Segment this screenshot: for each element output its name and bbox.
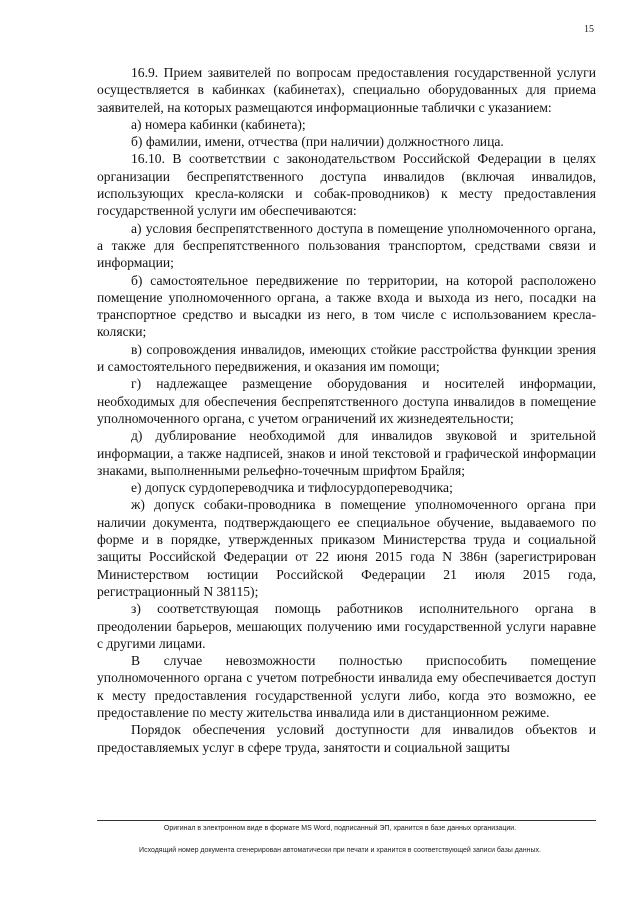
paragraph-item-b-movement: б) самостоятельное передвижение по территории, на которой расположено помещение уполномоченного органа, а также входа и выхода из него, посадки на транспортное средство и высадки из него, в том числе с использованием кресла-коляски;: [97, 272, 596, 340]
paragraph-item-zh-guide-dog: ж) допуск собаки-проводника в помещение уполномоченного органа при наличии документа, подтверждающего ее специальное обучение, выдаваемого по форме и в порядке, утвержденных приказом Министерства труда и социальной защиты Российской Федерации от 22 июня 2015 года N 386н (зарегистрирован Министерством юстиции Российской Федерации 21 июля 2015 года, регистрационный N 38115);: [97, 497, 596, 599]
paragraph-item-b-name: б) фамилии, имени, отчества (при наличии) должностного лица.: [131, 134, 504, 150]
paragraph-item-e-interpreter: е) допуск сурдопереводчика и тифлосурдопереводчика;: [131, 480, 453, 496]
footer-divider: [97, 820, 596, 821]
footer-original-note: Оригинал в электронном виде в формате MS Word, подписанный ЭП, хранится в базе данных организации.: [163, 825, 517, 832]
document-body: [97, 64, 596, 756]
paragraph-remote-service: В случае невозможности полностью приспособить помещение уполномоченного органа с учетом потребности инвалида ему обеспечивается доступ к месту предоставления государственной услуги либо, когда это возможно, ее предоставление по месту жительства инвалида или в дистанционном режиме.: [97, 653, 596, 720]
paragraph-16-10: 16.10. В соответствии с законодательством Российской Федерации в целях организации беспрепятственного доступа инвалидов (включая инвалидов, использующих кресла-коляски и собак-проводников) к месту предоставления государственной услуги им обеспечиваются:: [97, 151, 596, 219]
paragraph-item-g-equipment: г) надлежащее размещение оборудования и носителей информации, необходимых для обеспечения беспрепятственного доступа инвалидов в помещение уполномоченного органа, с учетом ограничений их жизнедеятельности;: [97, 376, 596, 426]
paragraph-item-a-booth: а) номера кабинки (кабинета);: [131, 116, 306, 132]
page-number: 15: [584, 24, 594, 35]
paragraph-item-d-duplication: д) дублирование необходимой для инвалидов звуковой и зрительной информации, а также надписей, знаков и иной текстовой и графической информации знаками, выполненными рельефно-точечным шрифтом Брайля;: [97, 428, 596, 478]
paragraph-item-z-assistance: з) соответствующая помощь работников исполнительного органа в преодолении барьеров, мешающих получению ими государственной услуги наравне с другими лицами.: [97, 601, 596, 651]
paragraph-item-v-escort: в) сопровождения инвалидов, имеющих стойкие расстройства функции зрения и самостоятельного передвижения, и оказания им помощи;: [97, 341, 596, 375]
paragraph-item-a-access: а) условия беспрепятственного доступа в помещение уполномоченного органа, а также для беспрепятственного пользования транспортом, средствами связи и информации;: [97, 220, 596, 271]
footer-number-note: Исходящий номер документа сгенерирован автоматически при печати и хранится в соответствующей записи базы данных.: [139, 847, 541, 854]
paragraph-16-9: 16.9. Прием заявителей по вопросам предоставления государственной услуги осуществляется в кабинках (кабинетах), специально оборудованных для приема заявителей, на которых размещаются информационные таблички с указанием:: [97, 65, 596, 115]
paragraph-accessibility-order: Порядок обеспечения условий доступности для инвалидов объектов и предоставляемых услуг в сфере труда, занятости и социальной защиты: [97, 722, 596, 755]
